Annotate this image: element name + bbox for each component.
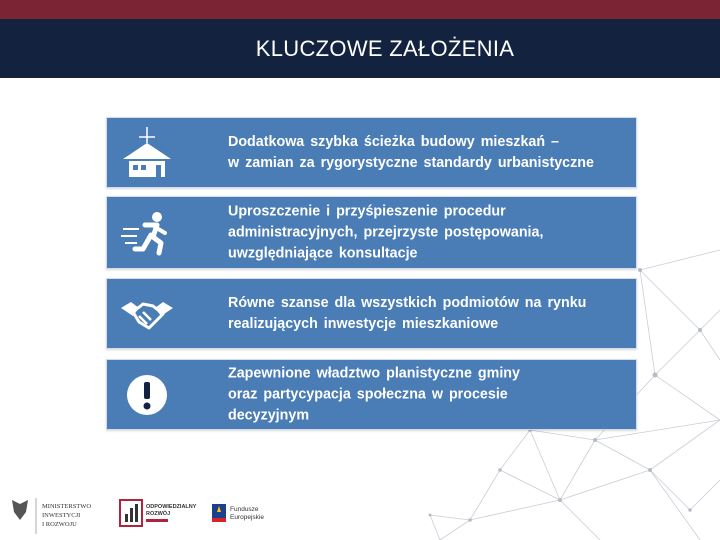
- card-text: [228, 363, 626, 426]
- ministry-logo: [12, 498, 91, 534]
- card-simplification: [106, 196, 637, 269]
- card-line: Uproszczenie i przyśpieszenie procedur: [228, 203, 506, 219]
- responsible-line: ODPOWIEDZIALNY: [146, 504, 197, 510]
- card-line: Równe szanse dla wszystkich podmiotów na rynku: [228, 294, 587, 311]
- card-line: decyzyjnym: [228, 407, 310, 423]
- card-line: Dodatkowa szybka ścieżka budowy mieszkań –: [228, 133, 560, 150]
- ministry-line: INWESTYCJI: [42, 512, 81, 519]
- card-text: [228, 201, 626, 264]
- exclamation-icon: [119, 367, 175, 423]
- ministry-line: MINISTERSTWO: [42, 503, 92, 510]
- card-equal-opportunities: [106, 278, 637, 349]
- card-text: [228, 293, 626, 335]
- card-planning-authority: [106, 359, 637, 430]
- responsible-development-logo: [120, 500, 197, 526]
- card-line: administracyjnych, przejrzyste postępowania,: [228, 224, 544, 240]
- card-text: [228, 132, 626, 174]
- card-line: Zapewnione władztwo planistyczne gminy: [228, 365, 520, 381]
- handshake-icon: [119, 286, 175, 342]
- house-icon: [119, 125, 175, 181]
- eu-funds-line: Fundusze: [230, 506, 259, 513]
- card-line: w zamian za rygorystyczne standardy urbanistyczne: [228, 154, 594, 171]
- card-line: oraz partycypacja społeczna w procesie: [228, 386, 508, 402]
- footer-logos: [0, 492, 300, 540]
- responsible-line: ROZWÓJ: [146, 511, 171, 517]
- running-person-icon: [119, 205, 175, 261]
- card-fast-track: [106, 117, 637, 188]
- card-line: uwzględniające konsultacje: [228, 245, 418, 261]
- card-line: realizujących inwestycje mieszkaniowe: [228, 315, 499, 332]
- eu-funds-logo: [212, 504, 264, 522]
- ministry-line: I ROZWOJU: [42, 521, 77, 528]
- page-title: KLUCZOWE ZAŁOŻENIA: [255, 36, 515, 61]
- eu-funds-line: Europejskie: [230, 514, 264, 521]
